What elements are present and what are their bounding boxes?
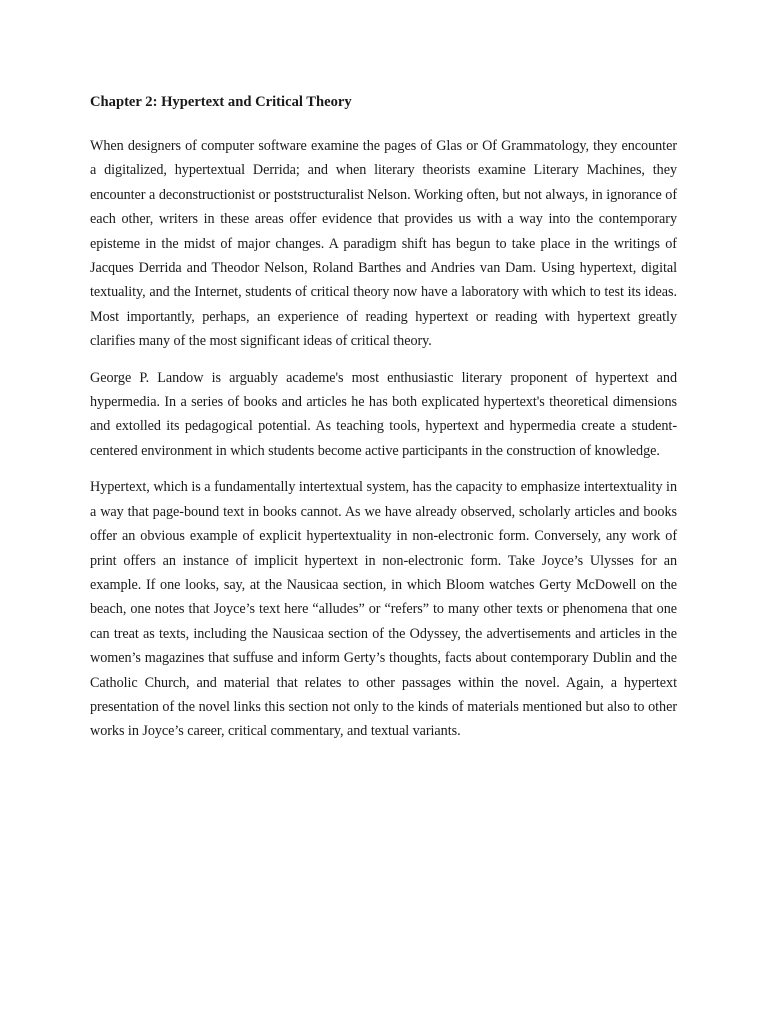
- document-body: [90, 92, 677, 756]
- paragraph-3: Hypertext, which is a fundamentally intertextual system, has the capacity to emphasize intertextuality in a way that page-bound text in books cannot. As we have already observed, scholarly articles and books offer an obvious example of explicit hypertextuality in non-electronic form. Conversely, any work of print offers an instance of implicit hypertext in non-electronic form. Take Joyce’s Ulysses for an example. If one looks, say, at the Nausicaa section, in which Bloom watches Gerty McDowell on the beach, one notes that Joyce’s text here “alludes” or “refers” to many other texts or phenomena that one can treat as texts, including the Nausicaa section of the Odyssey, the advertisements and articles in the women’s magazines that suffuse and inform Gerty’s thoughts, facts about contemporary Dublin and the Catholic Church, and material that relates to other passages within the novel. Again, a hypertext presentation of the novel links this section not only to the kinds of materials mentioned but also to other works in Joyce’s career, critical commentary, and textual variants.: [90, 479, 677, 740]
- paragraph-2: George P. Landow is arguably academe's most enthusiastic literary proponent of hypertext and hypermedia. In a series of books and articles he has both explicated hypertext's theoretical dimensions and extolled its pedagogical potential. As teaching tools, hypertext and hypermedia create a student-centered environment in which students become active participants in the construction of knowledge.: [90, 369, 677, 459]
- paragraph-1: When designers of computer software examine the pages of Glas or Of Grammatology, they encounter a digitalized, hypertextual Derrida; and when literary theorists examine Literary Machines, they encounter a deconstructionist or poststructuralist Nelson. Working often, but not always, in ignorance of each other, writers in these areas offer evidence that provides us with a way into the contemporary episteme in the midst of major changes. A paradigm shift has begun to take place in the writings of Jacques Derrida and Theodor Nelson, Roland Barthes and Andries van Dam. Using hypertext, digital textuality, and the Internet, students of critical theory now have a laboratory with which to test its ideas. Most importantly, perhaps, an experience of reading hypertext or reading with hypertext greatly clarifies many of the most significant ideas of critical theory.: [90, 138, 677, 350]
- chapter-title: Chapter 2: Hypertext and Critical Theory: [90, 94, 352, 110]
